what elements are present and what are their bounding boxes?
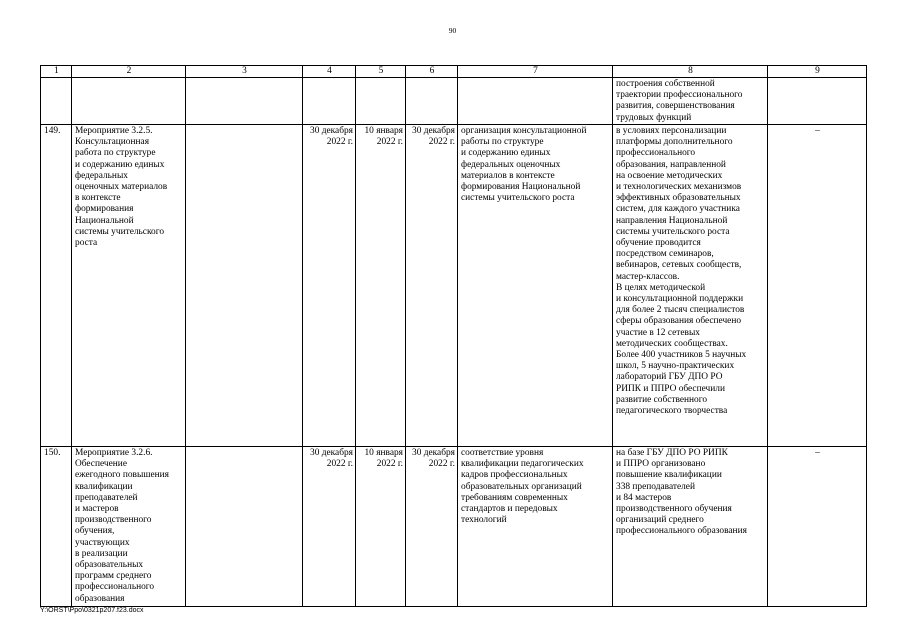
table-cell: [303, 78, 356, 125]
expected-result: организация консультационной работы по структуре и содержанию единых федеральных оценочных материалов в контексте формирования Национальной системы учительского роста: [458, 125, 613, 447]
column-header: 5: [356, 66, 406, 78]
table-cell: [356, 78, 406, 125]
notes-cell: –: [768, 125, 867, 447]
table-cell: [458, 78, 613, 125]
table-cell: [406, 78, 458, 125]
column-header: 1: [41, 66, 72, 78]
table-row: [41, 447, 867, 607]
planned-date: 30 декабря 2022 г.: [303, 447, 356, 607]
row-number: 150.: [41, 447, 72, 607]
end-date: 30 декабря 2022 г.: [406, 447, 458, 607]
start-date: 10 января 2022 г.: [356, 447, 406, 607]
responsible-cell: [186, 125, 303, 447]
table-cell: [72, 78, 186, 125]
column-header: 4: [303, 66, 356, 78]
responsible-cell: [186, 447, 303, 607]
column-header: 3: [186, 66, 303, 78]
table-cell: [186, 78, 303, 125]
result-cell: построения собственной траектории профессионального развития, совершенствования трудовых функций: [613, 78, 768, 125]
end-date: 30 декабря 2022 г.: [406, 125, 458, 447]
measure-name: Мероприятие 3.2.6. Обеспечение ежегодного повышения квалификации преподавателей и мастеров производственного обучения, участвующих в реализации образовательных программ среднего профессионального образования: [72, 447, 186, 607]
column-header: 2: [72, 66, 186, 78]
table-row: [41, 125, 867, 447]
measures-table: [40, 65, 867, 607]
column-header: 9: [768, 66, 867, 78]
column-header: 6: [406, 66, 458, 78]
continuation-row: [41, 78, 867, 125]
table-cell: [41, 78, 72, 125]
row-number: 149.: [41, 125, 72, 447]
column-header: 8: [613, 66, 768, 78]
measure-name: Мероприятие 3.2.5. Консультационная работа по структуре и содержанию единых федеральных оценочных материалов в контексте формирования Национальной системы учительского роста: [72, 125, 186, 447]
table-cell: [768, 78, 867, 125]
start-date: 10 января 2022 г.: [356, 125, 406, 447]
notes-cell: –: [768, 447, 867, 607]
file-path-footer: Y:\ORST\Ppo\0321p207.f23.docx: [40, 607, 144, 614]
column-header: 7: [458, 66, 613, 78]
planned-date: 30 декабря 2022 г.: [303, 125, 356, 447]
expected-result: соответствие уровня квалификации педагогических кадров профессиональных образовательных организаций требованиям современных стандартов и передовых технологий: [458, 447, 613, 607]
column-number-row: [41, 66, 867, 78]
actual-result: в условиях персонализации платформы дополнительного профессионального образования, направленной на освоение методических и технологических механизмов эффективных образовательных систем, для каждого участника направления Национальной системы учительского роста обучение проводится посредством семинаров, вебинаров, сетевых сообществ, мастер-классов. В целях методической и консультационной поддержки для более 2 тысяч специалистов сферы образования обеспечено участие в 12 сетевых методических сообществах. Более 400 участников 5 научных школ, 5 научно-практических лабораторий ГБУ ДПО РО РИПК и ППРО обеспечили развитие собственного педагогического творчества: [613, 125, 768, 447]
actual-result: на базе ГБУ ДПО РО РИПК и ППРО организовано повышение квалификации 338 преподавателей и 84 мастеров производственного обучения организаций среднего профессионального образования: [613, 447, 768, 607]
page-number: 90: [448, 26, 457, 35]
